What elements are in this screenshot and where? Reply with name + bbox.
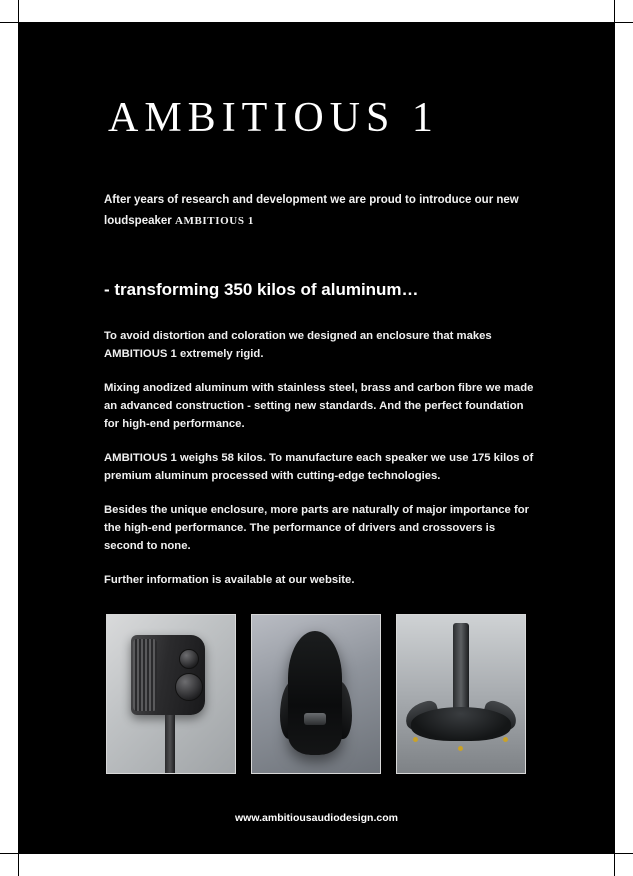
brass-spike-left [413,737,418,742]
speaker-base-detail-photo [396,614,526,774]
body-copy [104,327,534,605]
speaker-front-view-photo [251,614,381,774]
page-title: AMBITIOUS 1 [108,95,439,141]
website-url[interactable]: www.ambitiousaudiodesign.com [235,812,398,824]
intro-product-name: AMBITIOUS 1 [174,215,254,227]
brass-spike-center [458,746,463,751]
midrange-driver-shape [175,673,203,701]
body-paragraph-5: Further information is available at our website. [104,574,355,586]
photo-row [106,614,526,774]
speaker-on-stand-photo [106,614,236,774]
column-shape [453,623,469,715]
body-paragraph-4: Besides the unique enclosure, more parts are naturally of major importance for the high-end performance. The performance of drivers and crossovers is second to none. [104,504,530,552]
speaker-stand-shape [165,715,175,773]
intro-paragraph [104,190,524,232]
body-paragraph-3: AMBITIOUS 1 weighs 58 kilos. To manufacture each speaker we use 175 kilos of premium aluminum processed with cutting-edge technologies. [104,452,534,482]
tweeter-driver-shape [179,649,199,669]
brass-spike-right [503,737,508,742]
front-badge-shape [304,713,326,725]
base-plate-shape [411,707,511,741]
intro-line-1: After years of research and development we are proud to introduce our new [104,194,519,206]
body-paragraph-2: Mixing anodized aluminum with stainless steel, brass and carbon fibre we made an advanced construction - setting new standards. And the perfect foundation for high-end performance. [104,382,534,430]
ad-page [18,22,615,854]
headline: - transforming 350 kilos of aluminum… [104,280,419,299]
body-paragraph-1: To avoid distortion and coloration we designed an enclosure that makes AMBITIOUS 1 extremely rigid. [104,330,492,360]
intro-line-2-prefix: loudspeaker [104,215,175,227]
speaker-fins-shape [133,639,157,711]
front-body-shape [288,631,342,755]
